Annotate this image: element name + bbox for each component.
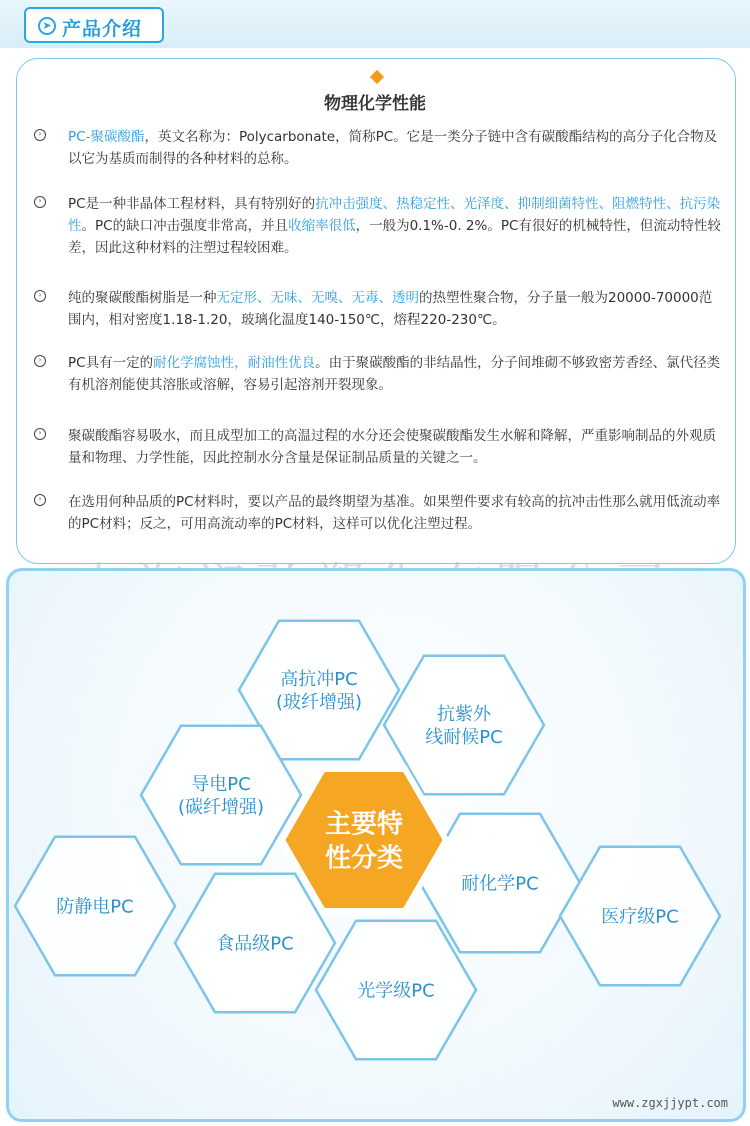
bullet-icon: › (34, 355, 46, 367)
bullet-icon: › (34, 290, 46, 302)
body-text: PC是一种非晶体工程材料，具有特别好的 (68, 196, 316, 212)
medical-pc-hex (560, 847, 720, 986)
header-bar (0, 0, 750, 48)
paragraph (34, 352, 724, 396)
hex-label: 耐化学PC (461, 873, 539, 895)
paragraph-text (68, 352, 724, 396)
site-url: www.zgxjjypt.com (612, 1096, 728, 1110)
hex-label: (碳纤增强) (177, 797, 265, 819)
paragraph (34, 126, 724, 170)
product-intro-tab[interactable] (24, 7, 164, 43)
paragraph-text (68, 193, 724, 259)
hex-diagram (6, 568, 746, 1122)
hex-label: 性分类 (324, 843, 404, 874)
body-text: 的热塑性聚合物，分子量一般为20000-70000范围内，相对密度1.18-1.20，玻璃化温度140-150℃，熔程220-230℃。 (68, 290, 713, 328)
bullet-icon: › (34, 494, 46, 506)
hex-label: 医疗级PC (601, 906, 679, 928)
highlight-text: 收缩率很低 (288, 218, 356, 234)
hex-label: 高抗冲PC (280, 668, 358, 690)
header-title: 产品介绍 (62, 18, 143, 40)
body-text: 。由于聚碳酸酯的非结晶性，分子间堆砌不够致密芳香经、氯代径类有机溶剂能使其溶胀或溶解，容易引起溶剂开裂现象。 (68, 355, 721, 393)
hex-feature-panel (6, 568, 746, 1122)
paragraph (34, 491, 724, 535)
paragraph (34, 425, 724, 469)
hex-label: 线耐候PC (425, 727, 503, 749)
hex-label: 抗紫外 (437, 703, 491, 725)
hex-label: 防静电PC (56, 896, 134, 918)
body-text: ，一般为0.1%-0. 2%。PC有很好的机械特性，但流动特性较差，因此这种材料的注塑过程较困难。 (68, 218, 721, 256)
paragraph-text (68, 287, 724, 331)
paragraph-text (68, 126, 724, 170)
body-text: 聚碳酸酯容易吸水，而且成型加工的高温过程的水分还会使聚碳酸酯发生水解和降解，严重影响制品的外观质量和物理、力学性能，因此控制水分含量是保证制品质量的关键之一。 (68, 428, 716, 466)
antistatic-pc-hex (15, 837, 175, 976)
highlight-text: 抗冲击强度、热稳定性、光泽度、抑制细菌特性、阻燃特性、抗污染性 (68, 196, 721, 234)
hex-label: (玻纤增强) (275, 692, 363, 714)
body-text: ，英文名称为：Polycarbonate，简称PC。它是一类分子链中含有碳酸酯结构的高分子化合物及以它为基质而制得的各种材料的总称。 (68, 129, 718, 167)
paragraph-text (68, 491, 724, 535)
optical-pc-hex (316, 921, 476, 1060)
paragraph (34, 287, 724, 331)
bullet-icon: › (34, 196, 46, 208)
body-text: PC具有一定的 (68, 355, 154, 371)
circle-arrow-icon: ➤ (38, 17, 56, 35)
highlight-text: PC-聚碳酸酯 (68, 129, 145, 145)
section-title: 物理化学性能 (324, 94, 426, 114)
bullet-icon: › (34, 129, 46, 141)
body-text: 纯的聚碳酸酯树脂是一种 (68, 290, 217, 306)
body-text: 。PC的缺口冲击强度非常高，并且 (81, 218, 289, 234)
hex-label: 导电PC (191, 773, 251, 795)
hex-label: 食品级PC (216, 933, 294, 955)
paragraph-text (68, 425, 724, 469)
bullet-icon: › (34, 428, 46, 440)
hex-label: 光学级PC (357, 980, 435, 1002)
body-text: 在选用何种品质的PC材料时，要以产品的最终期望为基准。如果塑件要求有较高的抗冲击性那么就用低流动率的PC材料；反之，可用高流动率的PC材料，这样可以优化注塑过程。 (68, 494, 721, 532)
hex-label: 主要特 (324, 809, 404, 840)
paragraph (34, 193, 724, 259)
highlight-text: 耐化学腐蚀性，耐油性优良 (153, 355, 316, 371)
highlight-text: 无定形、无味、无嗅、无毒、透明 (216, 290, 419, 306)
